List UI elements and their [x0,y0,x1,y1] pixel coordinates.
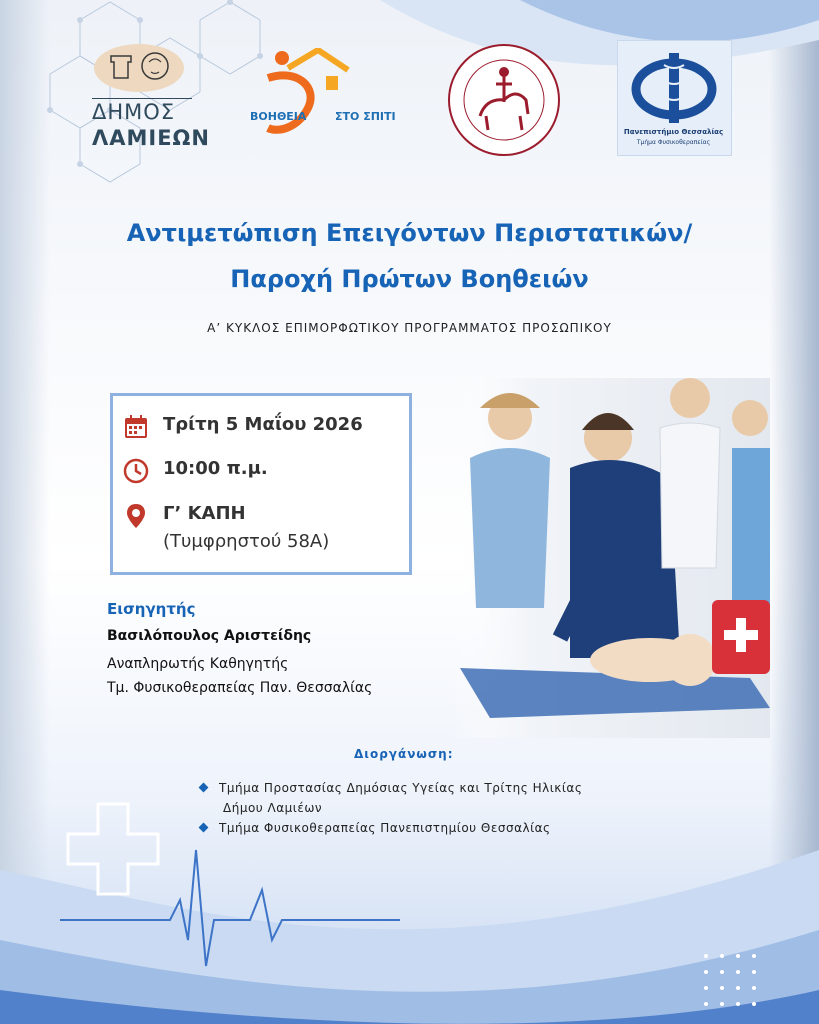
home-help-word2: ΣΤΟ ΣΠΙΤΙ [335,110,396,123]
organizer-text: Τμήμα Προστασίας Δημόσιας Υγείας και Τρίτης Ηλικίας [219,781,583,795]
organizer-item-continuation: Δήμου Λαμιέων [223,801,323,815]
event-time: 10:00 π.μ. [163,458,268,479]
university-thessaly-seal [446,42,562,158]
physio-logo-line2: Τμήμα Φυσικοθεραπείας [636,139,711,146]
phi-symbol-icon [618,41,731,131]
program-subtitle: Α’ ΚΥΚΛΟΣ ΕΠΙΜΟΡΦΩΤΙΚΟΥ ΠΡΟΓΡΑΜΜΑΤΟΣ ΠΡΟΣΩΠΙΚΟΥ [207,321,612,335]
home-help-word1: ΒΟΗΘΕΙΑ [250,110,307,123]
speaker-department: Τμ. Φυσικοθεραπείας Παν. Θεσσαλίας [107,680,373,696]
home-help-logo [248,48,368,146]
event-date: Τρίτη 5 Μαΐου 2026 [163,414,363,435]
diamond-bullet-icon [199,823,209,833]
lamia-logo-line1: ΔΗΜΟΣ [92,100,176,124]
speaker-label: Εισηγητής [107,600,196,618]
physio-logo-line1: Πανεπιστήμιο Θεσσαλίας [623,128,724,136]
organizer-item [200,781,582,795]
event-place: Γ’ ΚΑΠΗ [163,503,246,524]
location-pin-icon [123,503,149,529]
main-title-line1: Αντιμετώπιση Επειγόντων Περιστατικών/ [126,219,693,247]
calendar-icon [123,414,149,440]
organizer-text: Τμήμα Φυσικοθεραπείας Πανεπιστημίου Θεσσαλίας [219,821,551,835]
event-info-box [110,393,412,575]
medical-cross-icon [68,804,158,894]
diamond-bullet-icon [199,783,209,793]
lamia-divider [92,98,192,99]
clock-icon [123,458,149,484]
organizer-item [200,821,551,835]
event-address: (Τυμφρηστού 58Α) [163,531,330,552]
organizers-label: Διοργάνωση: [354,747,454,761]
speaker-role: Αναπληρωτής Καθηγητής [107,656,289,672]
lamia-logo-line2: ΛΑΜΙΕΩΝ [92,126,210,150]
lamia-municipality-logo [93,42,185,94]
speaker-name: Βασιλόπουλος Αριστείδης [107,628,312,644]
main-title-line2: Παροχή Πρώτων Βοηθειών [230,265,589,293]
cpr-training-photo [450,378,770,738]
